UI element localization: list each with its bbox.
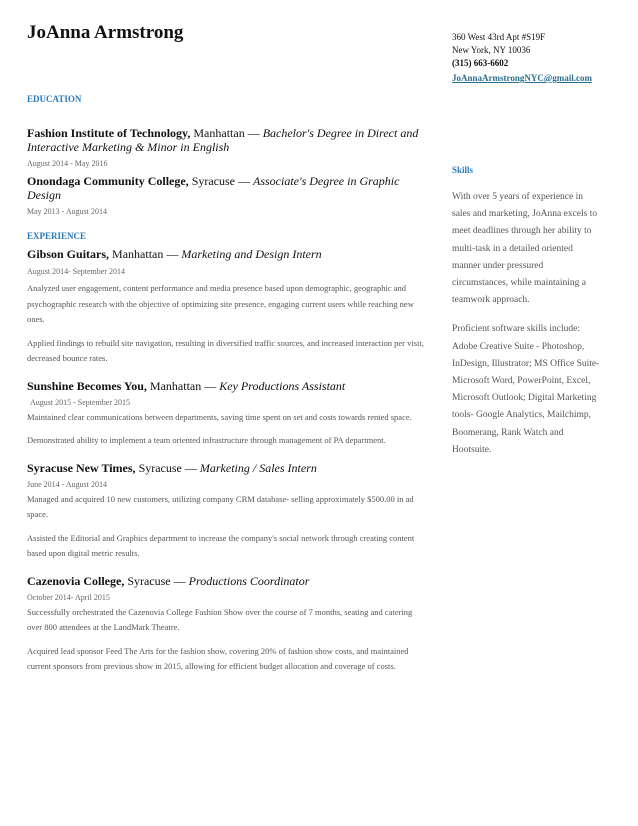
skills-heading: Skills (452, 165, 474, 175)
company-name: Gibson Guitars, (27, 247, 110, 261)
candidate-name: JoAnna Armstrong (27, 22, 184, 43)
skills-summary: With over 5 years of experience in sales and marketing, JoAnna excels to meet deadlines through her ability to multi-task in a detailed oriented manner under pressured circumstances, while maintaining a teamwork approach. (452, 192, 598, 306)
address-line-1: 360 West 43rd Apt #S19F (452, 32, 546, 42)
experience-entry (27, 247, 427, 367)
contact-info (452, 31, 592, 85)
job-dates: June 2014 - August 2014 (27, 479, 107, 489)
job-role: Productions Coordinator (188, 573, 310, 588)
job-role: Marketing and Design Intern (181, 247, 322, 261)
degree: Associate's Degree in Graphic Design (27, 174, 400, 202)
job-description: Assisted the Editorial and Graphics department to increase the company's social network through creating content based upon digital metric results. (27, 532, 415, 558)
address-line-2: New York, NY 10036 (452, 45, 531, 55)
job-description: Applied findings to rebuild site navigation, resulting in diversified traffic sources, and increased interaction per visit, decreased bounce rates. (27, 337, 424, 363)
phone-number: (315) 663-6602 (452, 58, 509, 68)
school-name: Fashion Institute of Technology, (27, 126, 191, 140)
job-description: Demonstrated ability to implement a team oriented infrastructure through management of PA department. (27, 435, 386, 445)
experience-entry (27, 461, 427, 562)
degree: Bachelor's Degree in Direct and Interactive Marketing & Minor in English (27, 126, 419, 154)
education-title (27, 174, 427, 202)
job-description: Successfully orchestrated the Cazenovia College Fashion Show over the course of 7 months, seating and catering over 800 attendees at the LandMark Theatre. (27, 606, 413, 632)
experience-entry (27, 574, 427, 675)
job-location: Manhattan — (146, 378, 220, 393)
job-location: Manhattan — (109, 247, 182, 261)
sidebar-column (452, 165, 600, 459)
company-name: Cazenovia College, (27, 573, 125, 588)
job-dates: October 2014- April 2015 (27, 592, 110, 602)
education-entry (27, 174, 427, 216)
job-dates: August 2014- September 2014 (27, 267, 125, 276)
job-title (27, 461, 427, 475)
software-skills: Proficient software skills include: Adobe Creative Suite - Photoshop, InDesign, Illustrator; MS Office Suite- Microsoft Word, PowerPoint, Excel, Microsoft Outlook; Digital Marketing tools- Google Analytics, Mailchimp, Boomerang, Rank Watch and Hootsuite. (452, 324, 600, 455)
company-name: Sunshine Becomes You, (27, 378, 147, 393)
experience-entry (27, 379, 427, 449)
job-role: Key Productions Assistant (219, 378, 346, 393)
experience-heading: EXPERIENCE (27, 231, 87, 241)
job-description: Acquired lead sponsor Feed The Arts for the fashion show, covering 20% of fashion show costs, and maintained current sponsors from previous show in 2015, allowing for efficient budget allocation and coverage of costs. (27, 645, 409, 671)
education-dates: May 2013 - August 2014 (27, 207, 107, 216)
job-role: Marketing / Sales Intern (199, 460, 317, 475)
school-name: Onondaga Community College, (27, 174, 189, 188)
main-column (27, 94, 427, 675)
education-heading: EDUCATION (27, 94, 82, 104)
education-entry (27, 126, 427, 168)
job-location: Syracuse — (135, 460, 200, 475)
school-location: Syracuse — (188, 174, 254, 188)
job-dates: August 2015 - September 2015 (30, 397, 130, 407)
job-location: Syracuse — (124, 573, 189, 588)
job-title (27, 379, 427, 393)
company-name: Syracuse New Times, (27, 460, 136, 475)
job-description: Managed and acquired 10 new customers, utilizing company CRM database- selling approximately $500.00 in ad space. (27, 493, 414, 519)
job-description: Analyzed user engagement, content performance and media presence based upon demographic, geographic and psychographic research with the objective of optimizing site presence, engaging current users while reaching new ones. (27, 283, 414, 324)
education-title (27, 126, 427, 154)
education-dates: August 2014 - May 2016 (27, 159, 108, 168)
job-title (27, 247, 427, 261)
job-title (27, 574, 427, 588)
school-location: Manhattan — (190, 126, 263, 140)
job-description: Maintained clear communications between departments, saving time spent on set and costs towards rented space. (27, 411, 412, 422)
email-link[interactable]: JoAnnaArmstrongNYC@gmail.com (452, 73, 592, 83)
